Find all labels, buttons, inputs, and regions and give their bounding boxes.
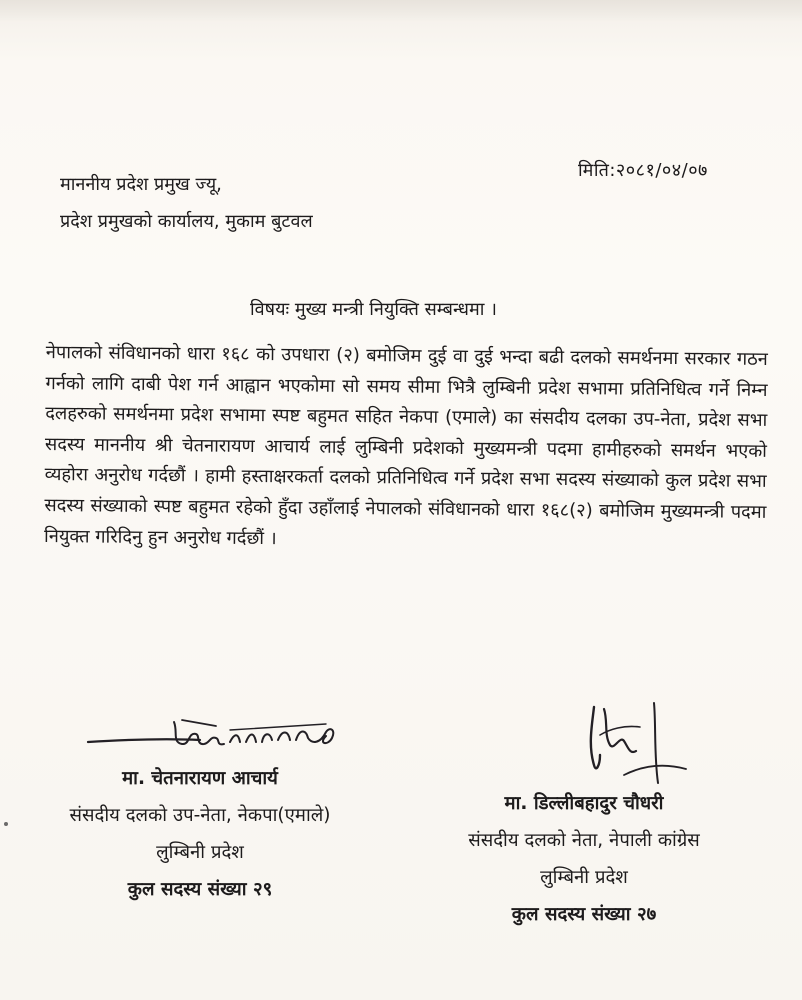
signatory-left-role: संसदीय दलको उप-नेता, नेकपा(एमाले) <box>69 805 331 826</box>
letter-date: मिति:२०८१/०४/०७ <box>578 160 708 181</box>
signatory-right-province: लुम्बिनी प्रदेश <box>540 867 628 888</box>
addressee-line-2: प्रदेश प्रमुखको कार्यालय, मुकाम बुटवल <box>60 211 313 232</box>
signatory-right-member-count: कुल सदस्य संख्या २७ <box>511 904 657 925</box>
handwritten-signature-right <box>454 695 714 785</box>
handwritten-signature-left <box>50 702 350 760</box>
signatory-right-name: मा. डिल्लीबहादुर चौधरी <box>504 793 664 814</box>
signatory-left-member-count: कुल सदस्य संख्या २९ <box>127 879 273 900</box>
addressee-block <box>60 166 313 240</box>
letter-subject: विषयः मुख्य मन्त्री नियुक्ति सम्बन्धमा । <box>250 299 497 320</box>
letter-body: नेपालको संविधानको धारा १६८ को उपधारा (२) बमोजिम दुई वा दुई भन्दा बढी दलको समर्थनमा सरकार गठन गर्नको लागि दाबी पेश गर्न आह्वान भएकोमा सो समय सीमा भित्रै लुम्बिनी प्रदेश सभामा प्रतिनिधित्व गर्ने निम्न दलहरुको समर्थनमा प्रदेश सभामा स्पष्ट बहुमत सहित नेकपा (एमाले) का संसदीय दलका उप-नेता, प्रदेश सभा सदस्य माननीय श्री चेतनारायण आचार्य लाई लुम्बिनी प्रदेशको मुख्यमन्त्री पदमा हामीहरुको समर्थन भएको व्यहोरा अनुरोध गर्दछौं । हामी हस्ताक्षरकर्ता दलको प्रतिनिधित्व गर्ने प्रदेश सभा सदस्य संख्याको कुल प्रदेश सभा सदस्य संख्याको स्पष्ट बहुमत रहेको हुँदा उहाँलाई नेपालको संविधानको धारा १६८(२) बमोजिम मुख्यमन्त्री पदमा नियुक्त गरिदिनु हुन अनुरोध गर्दछौं । <box>43 341 768 549</box>
signature-block-left <box>14 702 386 908</box>
paper-speck <box>4 822 8 826</box>
paper-fold-shadow <box>0 0 802 22</box>
signatory-left-name: मा. चेतनारायण आचार्य <box>122 768 278 789</box>
addressee-line-1: माननीय प्रदेश प्रमुख ज्यू, <box>60 174 222 195</box>
signatory-right-role: संसदीय दलको नेता, नेपाली कांग्रेस <box>468 830 700 851</box>
signature-block-right <box>398 695 770 933</box>
signatory-left-province: लुम्बिनी प्रदेश <box>156 842 244 863</box>
